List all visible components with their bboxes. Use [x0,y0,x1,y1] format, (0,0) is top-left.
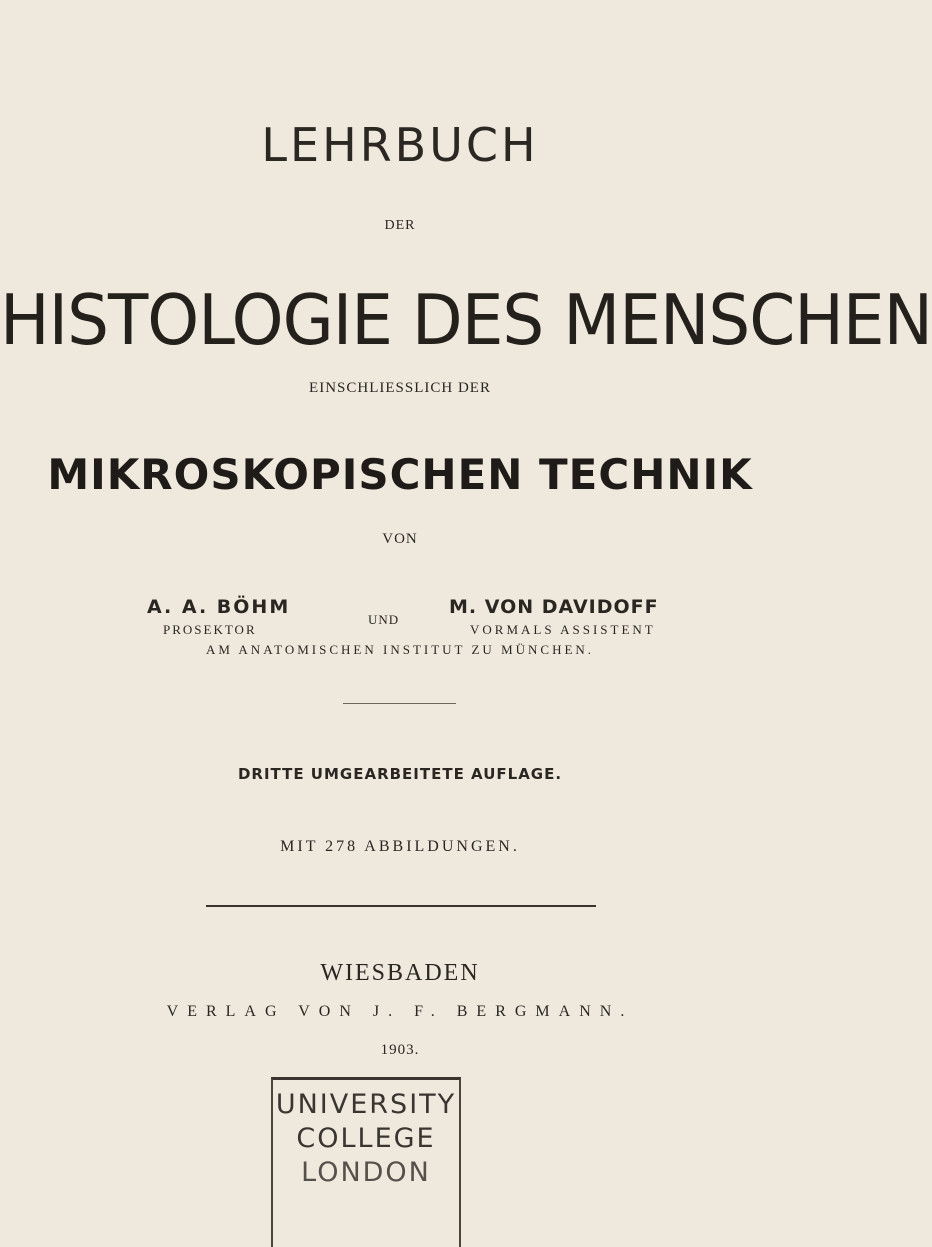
stamp-line-london: LONDON [301,1157,431,1188]
stamp-line-university: UNIVERSITY [275,1089,457,1120]
author-left-name: A. A. BÖHM [147,596,291,618]
von-label: VON [382,531,418,547]
main-title: HISTOLOGIE DES MENSCHEN [0,280,932,361]
author-left-role: PROSEKTOR [163,622,257,637]
author-right-name: M. VON DAVIDOFF [449,596,659,618]
einschliesslich-label: EINSCHLIESSLICH DER [309,380,491,396]
library-stamp [271,1077,461,1247]
divider-short [343,703,456,704]
imprint-year: 1903. [380,1042,420,1058]
stamp-line-college: COLLEGE [296,1123,436,1154]
subtitle: MIKROSKOPISCHEN TECHNIK [47,450,753,499]
imprint-city: WIESBADEN [320,960,480,986]
divider-long [206,905,596,907]
institute-line: AM ANATOMISCHEN INSTITUT ZU MÜNCHEN. [205,642,595,657]
der-label: DER [384,218,416,233]
author-right-role: VORMALS ASSISTENT [470,622,656,637]
book-heading: LEHRBUCH [261,118,539,172]
edition-line: DRITTE UMGEARBEITETE AUFLAGE. [237,765,563,783]
illustrations-line: MIT 278 ABBILDUNGEN. [280,838,520,855]
imprint-publisher: VERLAG VON J. F. BERGMANN. [166,1003,634,1020]
conjunction: UND [368,612,400,627]
